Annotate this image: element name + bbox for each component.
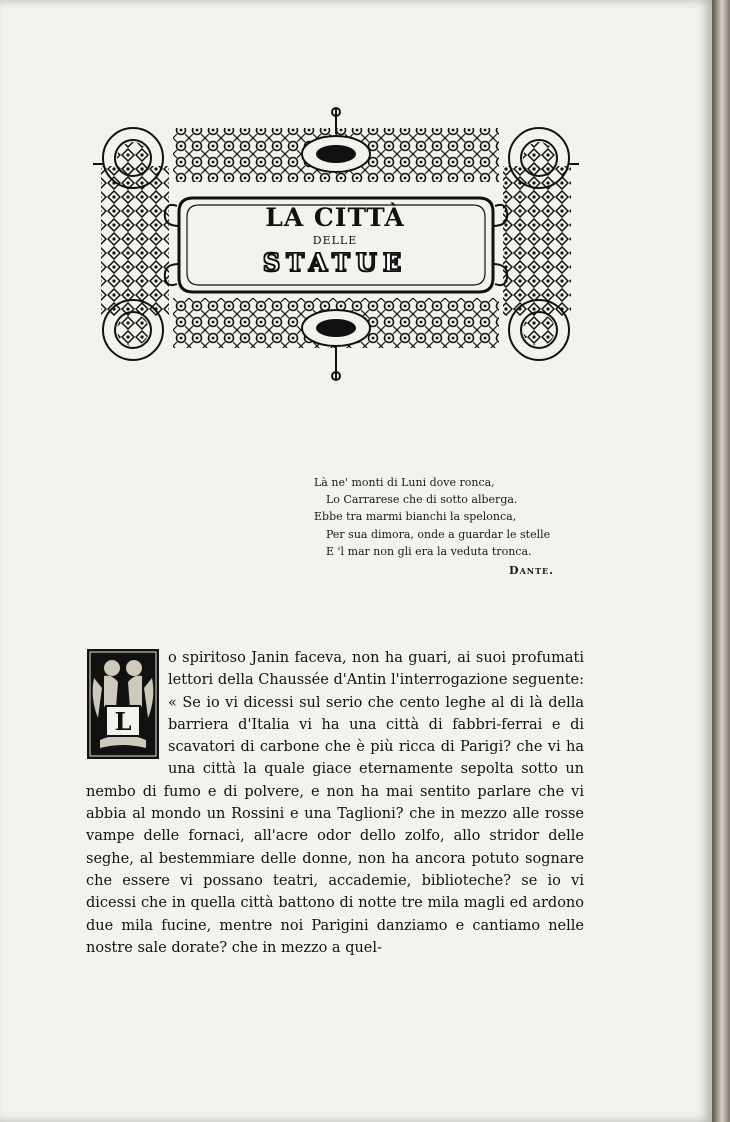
epigraph-author: Dante. bbox=[509, 564, 554, 578]
body-paragraph: o spiritoso Janin faceva, non ha guari, ai suoi profumati lettori della Chaussée d'Antin l'interrogazione seguente: « Se io vi dicessi sul serio che cento leghe al di là della barriera d'Italia vi ha una città di fabbri-ferrai e di scavatori di carbone che è più ricca di Parigi? che vi ha una città la quale giace eternamente sepolta sotto un nembo di fumo e di polvere, e non ha mai sentito parlare che vi abbia al mondo un Rossini e una Taglioni? che in mezzo alle rosse vampe delle fornaci, all'acre odor dello zolfo, allo stridor delle seghe, al bestemmiare delle donne, non ha ancora potuto sognare che essere vi possano teatri, accademie, biblioteche? se io vi dicessi che in quella città battono di notte tre mila magli ed ardono due mila fucine, mentre noi Parigini danziamo e cantiamo nelle nostre sale dorate? che in mezzo a quel- bbox=[86, 650, 584, 956]
epigraph-line: Per sua dimora, onde a guardar le stelle bbox=[326, 527, 551, 541]
title-line-1: LA CITTÀ bbox=[265, 203, 405, 232]
body-text bbox=[86, 647, 584, 959]
drop-cap-letter: L bbox=[114, 707, 132, 736]
page-edge bbox=[712, 0, 730, 1122]
epigraph-line: E 'l mar non gli era la veduta tronca. bbox=[326, 544, 532, 558]
title-block bbox=[168, 188, 502, 292]
title-line-2: DELLE bbox=[312, 234, 358, 247]
epigraph-line: Ebbe tra marmi bianchi la spelonca, bbox=[314, 510, 517, 524]
epigraph bbox=[300, 474, 560, 579]
drop-cap-illustration bbox=[86, 648, 160, 760]
epigraph-line: Lo Carrarese che di sotto alberga. bbox=[326, 493, 518, 507]
title-line-3: STATUE bbox=[262, 248, 408, 277]
epigraph-line: Là ne' monti di Luni dove ronca, bbox=[314, 476, 495, 489]
